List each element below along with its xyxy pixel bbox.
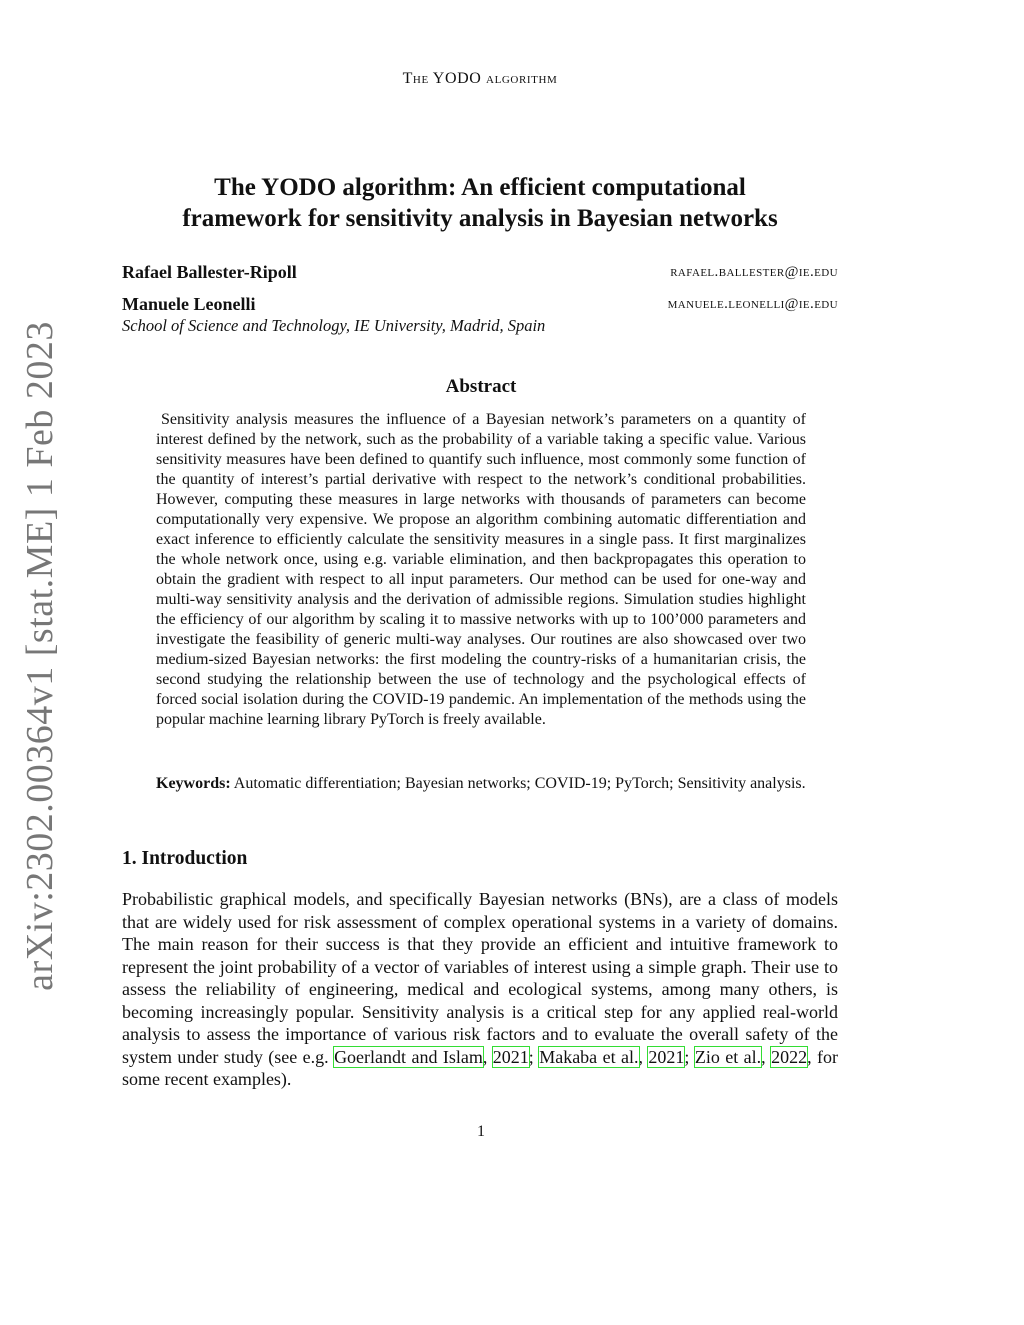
keywords-label: Keywords:	[156, 775, 231, 792]
citation-makaba-year[interactable]: 2021	[648, 1046, 685, 1067]
introduction-paragraph: Probabilistic graphical models, and specifically Bayesian networks (BNs), are a class of models that are widely used for risk assessment of complex operational systems in a variety of domains. The main reason for their success is that they provide an efficient and intuitive framework to represent the joint probability of a vector of variables of interest using a simple graph. Their use to assess the reliability of engineering, medical and ecological systems, among many others, is becoming increasingly popular. Sensitivity analysis is a critical step for any applied real-world analysis to assess the importance of various risk factors and to evaluate the overall safety of the system under study (see e.g. Goerlandt and Islam, 2021; Makaba et al., 2021; Zio et al., 2022, for some recent examples).	[122, 889, 839, 1089]
author-email-1[interactable]: rafael.ballester@ie.edu	[670, 264, 838, 280]
title-line-1: The YODO algorithm: An efficient computational	[214, 174, 746, 201]
keywords-text: Automatic differentiation; Bayesian networks; COVID-19; PyTorch; Sensitivity analysis.	[233, 775, 806, 792]
citation-goerlandt-year[interactable]: 2021	[492, 1046, 529, 1067]
citation-zio-year[interactable]: 2022	[771, 1046, 808, 1067]
abstract-body: Sensitivity analysis measures the influence of a Bayesian network’s parameters on a quantity of interest defined by the network, such as the probability of a variable taking a specific value. Various sensitivity measures have been defined to quantify such influence, most commonly some function of the quantity of interest’s partial derivative with respect to the network’s conditional probabilities. However, computing these measures in large networks with thousands of parameters can become computationally very expensive. We propose an algorithm combining automatic differentiation and exact inference to efficiently calculate the sensitivity measures in a single pass. It first marginalizes the whole network once, using e.g. variable elimination, and then backpropagates this operation to obtain the gradient with respect to all input parameters. Our method can be used for one-way and multi-way sensitivity analysis and the derivation of admissible regions. Simulation studies highlight the efficiency of our algorithm by scaling it to massive networks with up to 100’000 parameters and investigate the feasibility of generic multi-way analyses. Our routines are also showcased over two medium-sized Bayesian networks: the first modeling the country-risks of a humanitarian crisis, the second studying the relationship between the use of technology and the psychological effects of forced social isolation during the COVID-19 pandemic. An implementation of the methods using the popular machine learning library PyTorch is freely available.	[156, 411, 806, 728]
arxiv-stamp-text: arXiv:2302.00364v1 [stat.ME] 1 Feb 2023	[19, 321, 61, 991]
running-head: The YODO algorithm	[402, 70, 558, 87]
intro-text: Probabilistic graphical models, and specifically Bayesian networks (BNs), are a class of models that are widely used for risk assessment of complex operational systems in a variety of domains. The main reason for their success is that they provide an efficient and intuitive framework to represent the joint probability of a vector of variables of interest using a simple graph. Their use to assess the reliability of engineering, medical and ecological systems, among many others, is becoming increasingly popular. Sensitivity analysis is a critical step for any applied real-world analysis to assess the importance of various risk factors and to evaluate the overall safety of the system under study (see e.g.	[122, 889, 838, 1067]
intro-text-end: , for some recent examples).	[122, 1046, 839, 1089]
section-heading-introduction: 1. Introduction	[122, 848, 248, 869]
author-name-2: Manuele Leonelli	[122, 294, 256, 314]
abstract-heading: Abstract	[445, 376, 517, 397]
author-email-2[interactable]: manuele.leonelli@ie.edu	[667, 296, 838, 312]
title-line-2: framework for sensitivity analysis in Bayesian networks	[182, 205, 778, 232]
citation-goerlandt-authors[interactable]: Goerlandt and Islam	[334, 1046, 483, 1067]
paper-title	[122, 172, 838, 234]
author-name-1: Rafael Ballester-Ripoll	[122, 262, 297, 282]
citation-makaba-authors[interactable]: Makaba et al.	[539, 1046, 639, 1067]
page-number: 1	[477, 1123, 485, 1140]
citation-zio-authors[interactable]: Zio et al.	[694, 1046, 762, 1067]
affiliation: School of Science and Technology, IE University, Madrid, Spain	[122, 316, 546, 335]
keywords	[156, 774, 806, 794]
